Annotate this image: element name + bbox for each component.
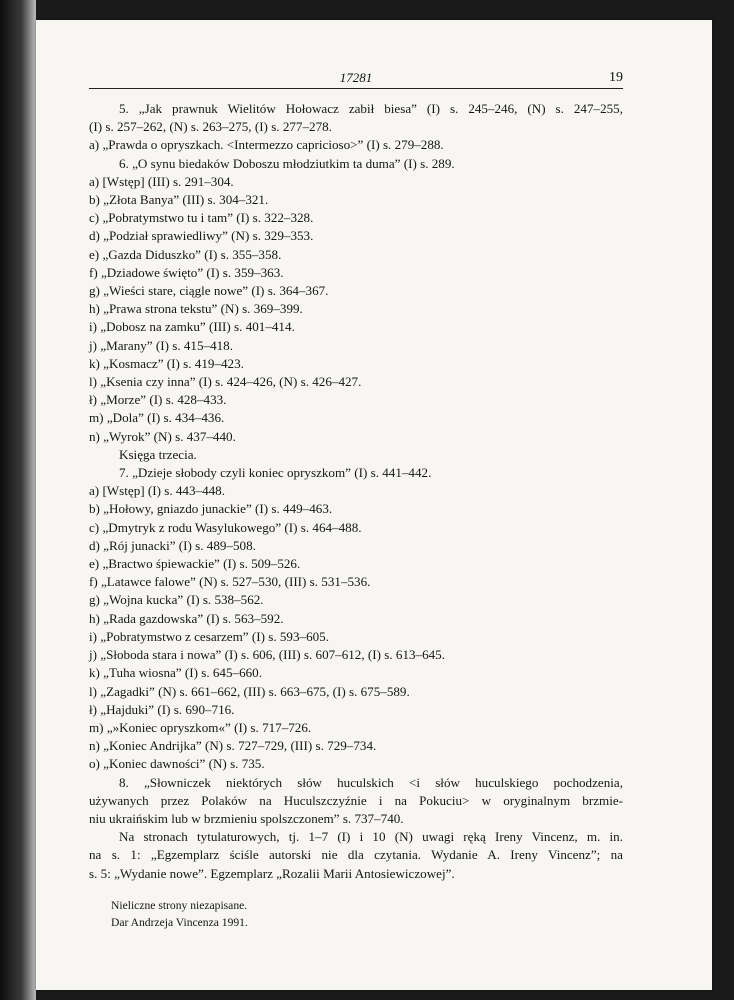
text-line: f) „Latawce falowe” (N) s. 527–530, (III) s. 531–536. xyxy=(89,574,371,590)
text-line: h) „Prawa strona tekstu” (N) s. 369–399. xyxy=(89,301,303,317)
text-line: n) „Wyrok” (N) s. 437–440. xyxy=(89,428,236,444)
text-line: ł) „Morze” (I) s. 428–433. xyxy=(89,392,227,408)
text-line: d) „Rój junacki” (I) s. 489–508. xyxy=(89,537,256,553)
text-line: o) „Koniec dawności” (N) s. 735. xyxy=(89,756,265,772)
text-line: j) „Marany” (I) s. 415–418. xyxy=(89,337,233,353)
text-line: na s. 1: „Egzemplarz ściśle autorski nie dla czytania. Wydanie A. Ireny Vincenz”; na xyxy=(89,847,623,863)
scan-border xyxy=(0,0,36,1000)
entry-notes xyxy=(89,897,623,931)
text-line: Na stronach tytulaturowych, tj. 1–7 (I) i 10 (N) uwagi ręką Ireny Vincenz, m. in. xyxy=(119,829,623,845)
text-line: a) [Wstęp] (III) s. 291–304. xyxy=(89,173,234,189)
text-line: a) [Wstęp] (I) s. 443–448. xyxy=(89,483,225,499)
text-line: f) „Dziadowe święto” (I) s. 359–363. xyxy=(89,264,284,280)
text-line: e) „Gazda Diduszko” (I) s. 355–358. xyxy=(89,246,282,262)
text-line: c) „Dmytryk z rodu Wasylukowego” (I) s. 464–488. xyxy=(89,519,362,535)
text-line: m) „Dola” (I) s. 434–436. xyxy=(89,410,225,426)
text-line: j) „Słoboda stara i nowa” (I) s. 606, (III) s. 607–612, (I) s. 613–645. xyxy=(89,647,445,663)
text-line: i) „Dobosz na zamku” (III) s. 401–414. xyxy=(89,319,295,335)
text-line: niu ukraińskim lub w brzmieniu spolszczonem” s. 737–740. xyxy=(89,810,404,826)
text-line: c) „Pobratymstwo tu i tam” (I) s. 322–328. xyxy=(89,210,314,226)
text-line: e) „Bractwo śpiewackie” (I) s. 509–526. xyxy=(89,556,301,572)
text-line: g) „Wojna kucka” (I) s. 538–562. xyxy=(89,592,264,608)
text-line: d) „Podział sprawiedliwy” (N) s. 329–353. xyxy=(89,228,314,244)
footnote-line: Dar Andrzeja Vincenza 1991. xyxy=(111,915,248,929)
text-line: 7. „Dzieje słobody czyli koniec opryszkom” (I) s. 441–442. xyxy=(119,465,432,481)
document-page xyxy=(36,20,712,990)
page-number: 19 xyxy=(609,70,623,85)
text-line: i) „Pobratymstwo z cesarzem” (I) s. 593–605. xyxy=(89,628,329,644)
running-header xyxy=(89,70,623,89)
text-line: używanych przez Polaków na Huculszczyźnie i na Pokuciu> w oryginalnym brzmie- xyxy=(89,792,623,808)
text-line: 6. „O synu biedaków Doboszu młodziutkim ta duma” (I) s. 289. xyxy=(119,155,455,171)
text-line: g) „Wieści stare, ciągle nowe” (I) s. 364–367. xyxy=(89,283,329,299)
text-line: b) „Hołowy, gniazdo junackie” (I) s. 449–463. xyxy=(89,501,333,517)
text-line: 8. „Słowniczek niektórych słów huculskich <i słów huculskiego pochodzenia, xyxy=(119,774,623,790)
spacer xyxy=(89,883,623,897)
text-line: l) „Zagadki” (N) s. 661–662, (III) s. 663–675, (I) s. 675–589. xyxy=(89,683,410,699)
text-line: ł) „Hajduki” (I) s. 690–716. xyxy=(89,701,235,717)
text-line: n) „Koniec Andrijka” (N) s. 727–729, (III) s. 729–734. xyxy=(89,738,377,754)
catalog-entry-text xyxy=(89,100,623,931)
text-line: Księga trzecia. xyxy=(119,446,197,462)
text-line: l) „Ksenia czy inna” (I) s. 424–426, (N) s. 426–427. xyxy=(89,374,362,390)
text-line: a) „Prawda o opryszkach. <Intermezzo capricioso>” (I) s. 279–288. xyxy=(89,137,444,153)
text-line: m) „»Koniec opryszkom«” (I) s. 717–726. xyxy=(89,719,312,735)
text-line: b) „Złota Banya” (III) s. 304–321. xyxy=(89,192,269,208)
text-line: k) „Tuha wiosna” (I) s. 645–660. xyxy=(89,665,262,681)
text-line: 5. „Jak prawnuk Wielitów Hołowacz zabił biesa” (I) s. 245–246, (N) s. 247–255, xyxy=(119,101,623,116)
catalog-number: 17281 xyxy=(339,70,373,85)
entry-lines xyxy=(89,100,623,883)
text-line: k) „Kosmacz” (I) s. 419–423. xyxy=(89,355,244,371)
text-line: s. 5: „Wydanie nowe”. Egzemplarz „Rozalii Marii Antosiewiczowej”. xyxy=(89,865,455,881)
footnote-line: Nieliczne strony niezapisane. xyxy=(111,898,248,912)
text-line: h) „Rada gazdowska” (I) s. 563–592. xyxy=(89,610,284,626)
text-line: (I) s. 257–262, (N) s. 263–275, (I) s. 277–278. xyxy=(89,119,332,135)
